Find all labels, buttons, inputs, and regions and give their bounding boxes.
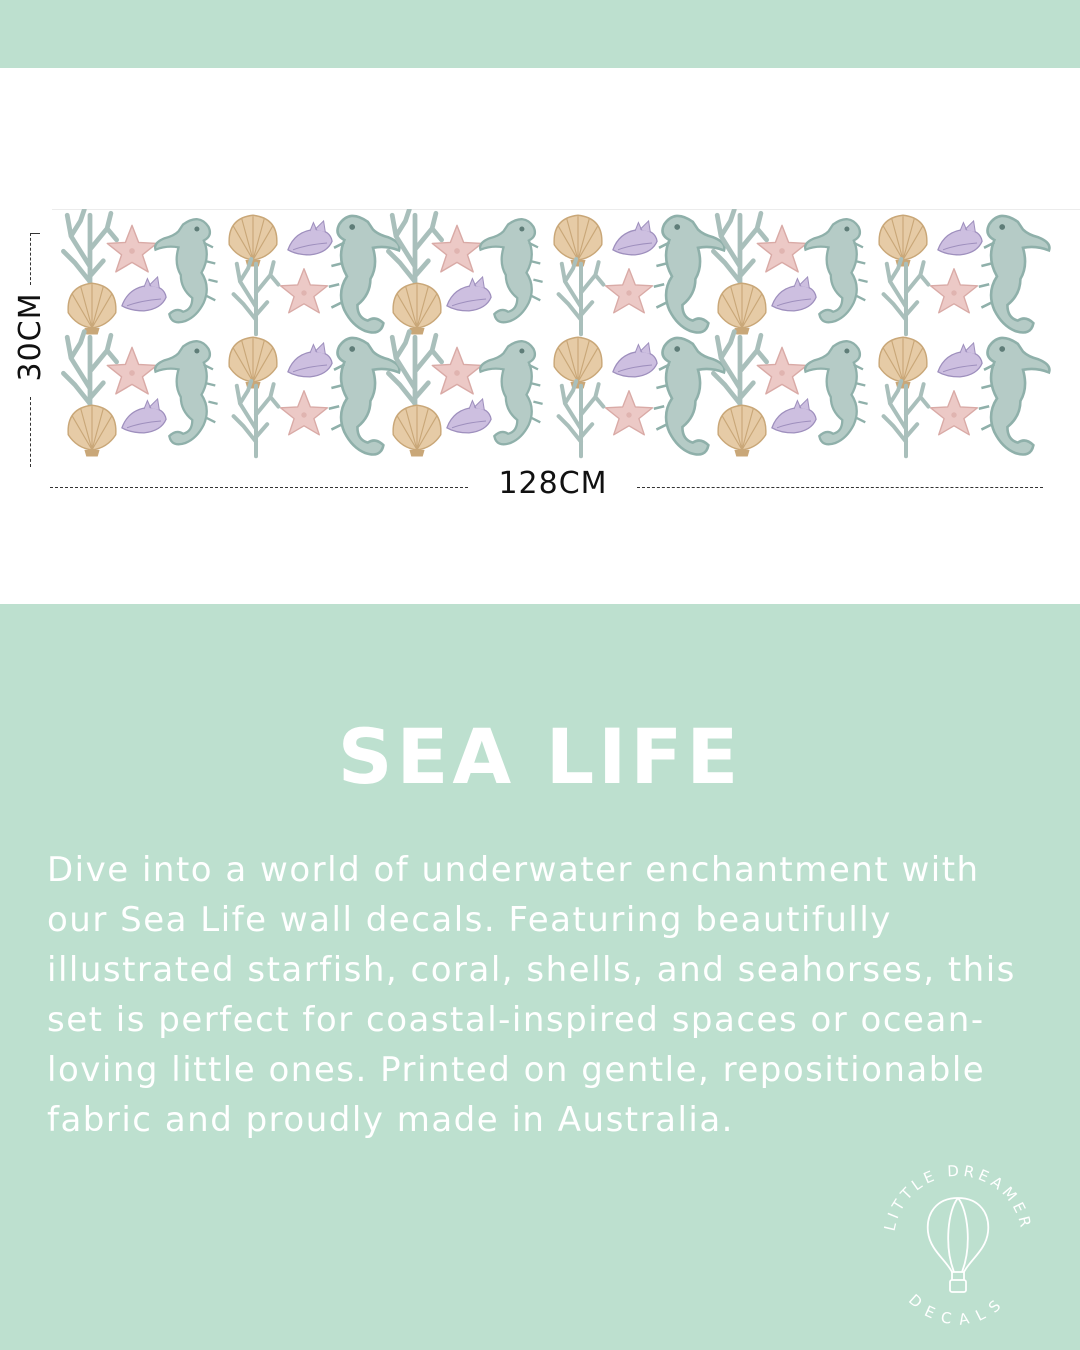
height-dimension-tick-top <box>30 233 40 234</box>
width-dimension-line-left <box>50 487 468 488</box>
logo-text-top: LITTLE DREAMER <box>880 1161 1036 1233</box>
product-description: Dive into a world of underwater enchantment with our Sea Life wall decals. Featuring beautifully illustrated starfish, coral, shells, and seahorses, this set is perfect for coastal-inspired spaces or ocean-loving little ones. Printed on gentle, repositionable fabric and proudly made in Australia. <box>47 850 1016 1140</box>
product-title: SEA LIFE <box>337 712 743 801</box>
logo-text-bottom: DECALS <box>905 1290 1011 1329</box>
decal-row-2 <box>63 332 1049 457</box>
decal-group-2 <box>388 210 724 335</box>
decal-group-3 <box>713 210 1049 335</box>
width-dimension-label: 128CM <box>498 466 608 501</box>
hot-air-balloon-icon <box>928 1198 989 1292</box>
height-dimension-label: 30CM <box>13 292 48 382</box>
little-dreamer-logo <box>872 1158 1044 1334</box>
height-dimension-line-bottom <box>30 397 31 467</box>
decal-group-1 <box>63 210 399 335</box>
decal-pattern <box>63 210 1049 457</box>
top-color-band <box>0 0 1080 68</box>
decal-sheet <box>52 209 1080 461</box>
width-dimension-line-right <box>637 487 1043 488</box>
